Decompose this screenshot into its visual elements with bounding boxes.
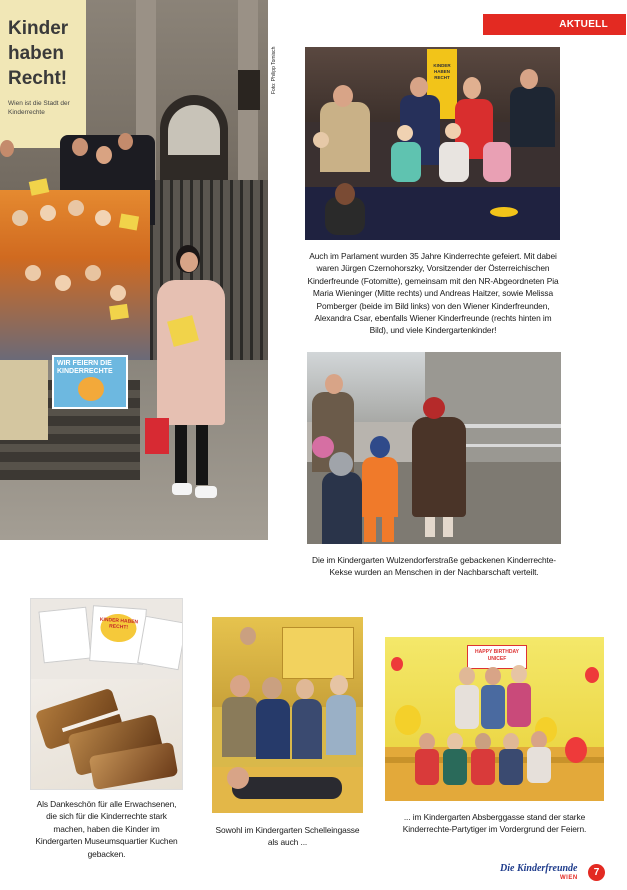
schelle-photo [212,617,363,813]
absberg-caption: ... im Kindergarten Absberggasse stand der starke Kinderrechte-Partytiger im Vordergrund der Feiern. [402,812,587,835]
hero-sign: WIR FEIERN DIE KINDERRECHTE [52,355,128,409]
section-tag: AKTUELL [483,14,626,35]
hero-photo [0,0,268,540]
parliament-sign: KINDER HABEN RECHT [427,49,457,119]
parliament-caption: Auch im Parlament wurden 35 Jahre Kinderrechte gefeiert. Mit dabei waren Jürgen Czernohorszky, Vorsitzender der Österreichischen Kinderfreunde (Fotomitte), gemeinsam mit den NR-Abgeordneten Pia Maria Wieninger (Mitte rechts) und Andreas Haitzer, sowie Melissa Pomberger (beide im Bild links) von den Wiener Kinderfreunden, Alexandra Csar, ebenfalls Wiener Kinderfreunde (rechts hinten im Bild), und viele Kindergartenkinder! [307,251,559,336]
parliament-photo [305,47,560,240]
photo-credit: Foto: Philipp Tomisch [271,46,277,94]
cookies-caption: Die im Kindergarten Wulzendorferstraße gebackenen Kinderrechte-Kekse wurden an Menschen in der Nachbarschaft verteilt. [312,555,556,578]
cookies-photo [307,352,561,544]
absberg-banner: HAPPY BIRTHDAY UNICEF [467,645,527,669]
brand-logo: Die Kinderfreunde WIEN [500,863,578,881]
hero-banner: Kinder haben Recht! Wien ist die Stadt der Kinderrechte [0,0,86,148]
cake-caption: Als Dankeschön für alle Erwachsenen, die sich für die Kinderrechte stark machen, haben die Kinder im Kindergarten Museumsquartier Kuchen gebacken. [35,799,178,859]
schelle-caption: Sowohl im Kindergarten Schelleingasse als auch ... [215,825,360,848]
page-number-text: 7 [593,867,600,878]
cake-photo [31,599,182,789]
absberg-photo [385,637,604,801]
cake-card: KINDER HABEN RECHT! [89,605,147,665]
page-number [588,864,605,881]
